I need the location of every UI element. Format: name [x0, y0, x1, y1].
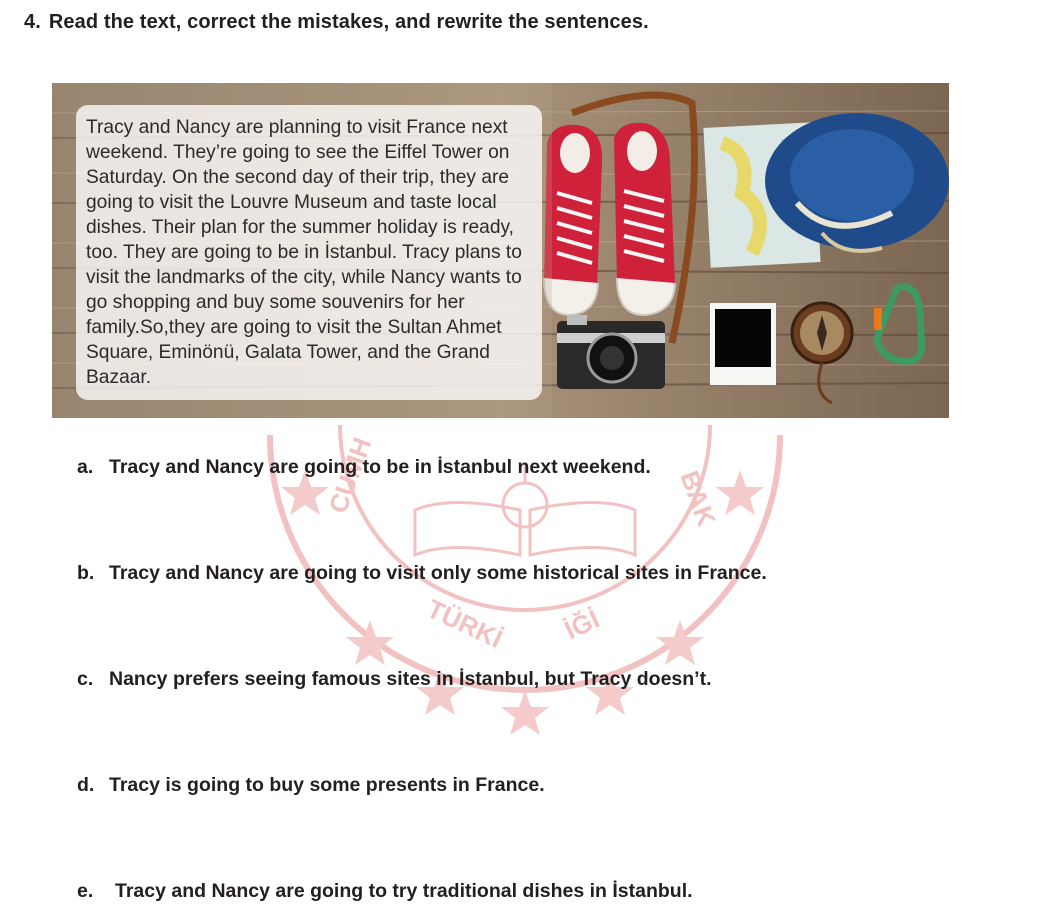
question-text: Tracy is going to buy some presents in France.	[109, 774, 545, 796]
question-b	[77, 562, 767, 585]
question-e	[77, 880, 693, 903]
question-letter: e.	[77, 880, 94, 902]
reading-passage: Tracy and Nancy are planning to visit France next weekend. They’re going to see the Eiffel Tower on Saturday. On the second day of their trip, they are going to visit the Louvre Museum and taste local dishes. Their plan for the summer holiday is ready, too. They are going to be in İstanbul. Tracy plans to visit the landmarks of the city, while Nancy wants to go shopping and buy some souvenirs for her family.So,they are going to visit the Sultan Ahmet Square, Eminönü, Galata Tower, and the Grand Bazaar.	[86, 117, 522, 388]
camera-icon	[557, 315, 665, 389]
svg-text:TÜRKİ: TÜRKİ	[422, 593, 508, 655]
exercise-number: 4.	[24, 11, 41, 33]
question-a	[77, 456, 651, 479]
question-letter: d.	[77, 774, 95, 796]
question-text: Tracy and Nancy are going to visit only some historical sites in France.	[109, 562, 767, 584]
question-text: Tracy and Nancy are going to be in İstanbul next weekend.	[109, 456, 651, 478]
question-d	[77, 774, 545, 797]
reading-passage-box	[76, 105, 542, 400]
question-c	[77, 668, 712, 691]
exercise-heading	[24, 11, 649, 34]
svg-text:İĞİ: İĞİ	[559, 603, 604, 646]
polaroid-icon	[710, 303, 776, 385]
svg-text:CUMH: CUMH	[322, 433, 378, 518]
question-letter: b.	[77, 562, 95, 584]
question-text: Nancy prefers seeing famous sites in İstanbul, but Tracy doesn’t.	[109, 668, 712, 690]
question-letter: a.	[77, 456, 94, 478]
question-text: Tracy and Nancy are going to try traditional dishes in İstanbul.	[115, 880, 693, 902]
question-letter: c.	[77, 668, 94, 690]
travel-photo-panel	[52, 83, 949, 418]
svg-text:BAK: BAK	[674, 466, 722, 530]
exercise-instruction: Read the text, correct the mistakes, and rewrite the sentences.	[48, 11, 649, 33]
